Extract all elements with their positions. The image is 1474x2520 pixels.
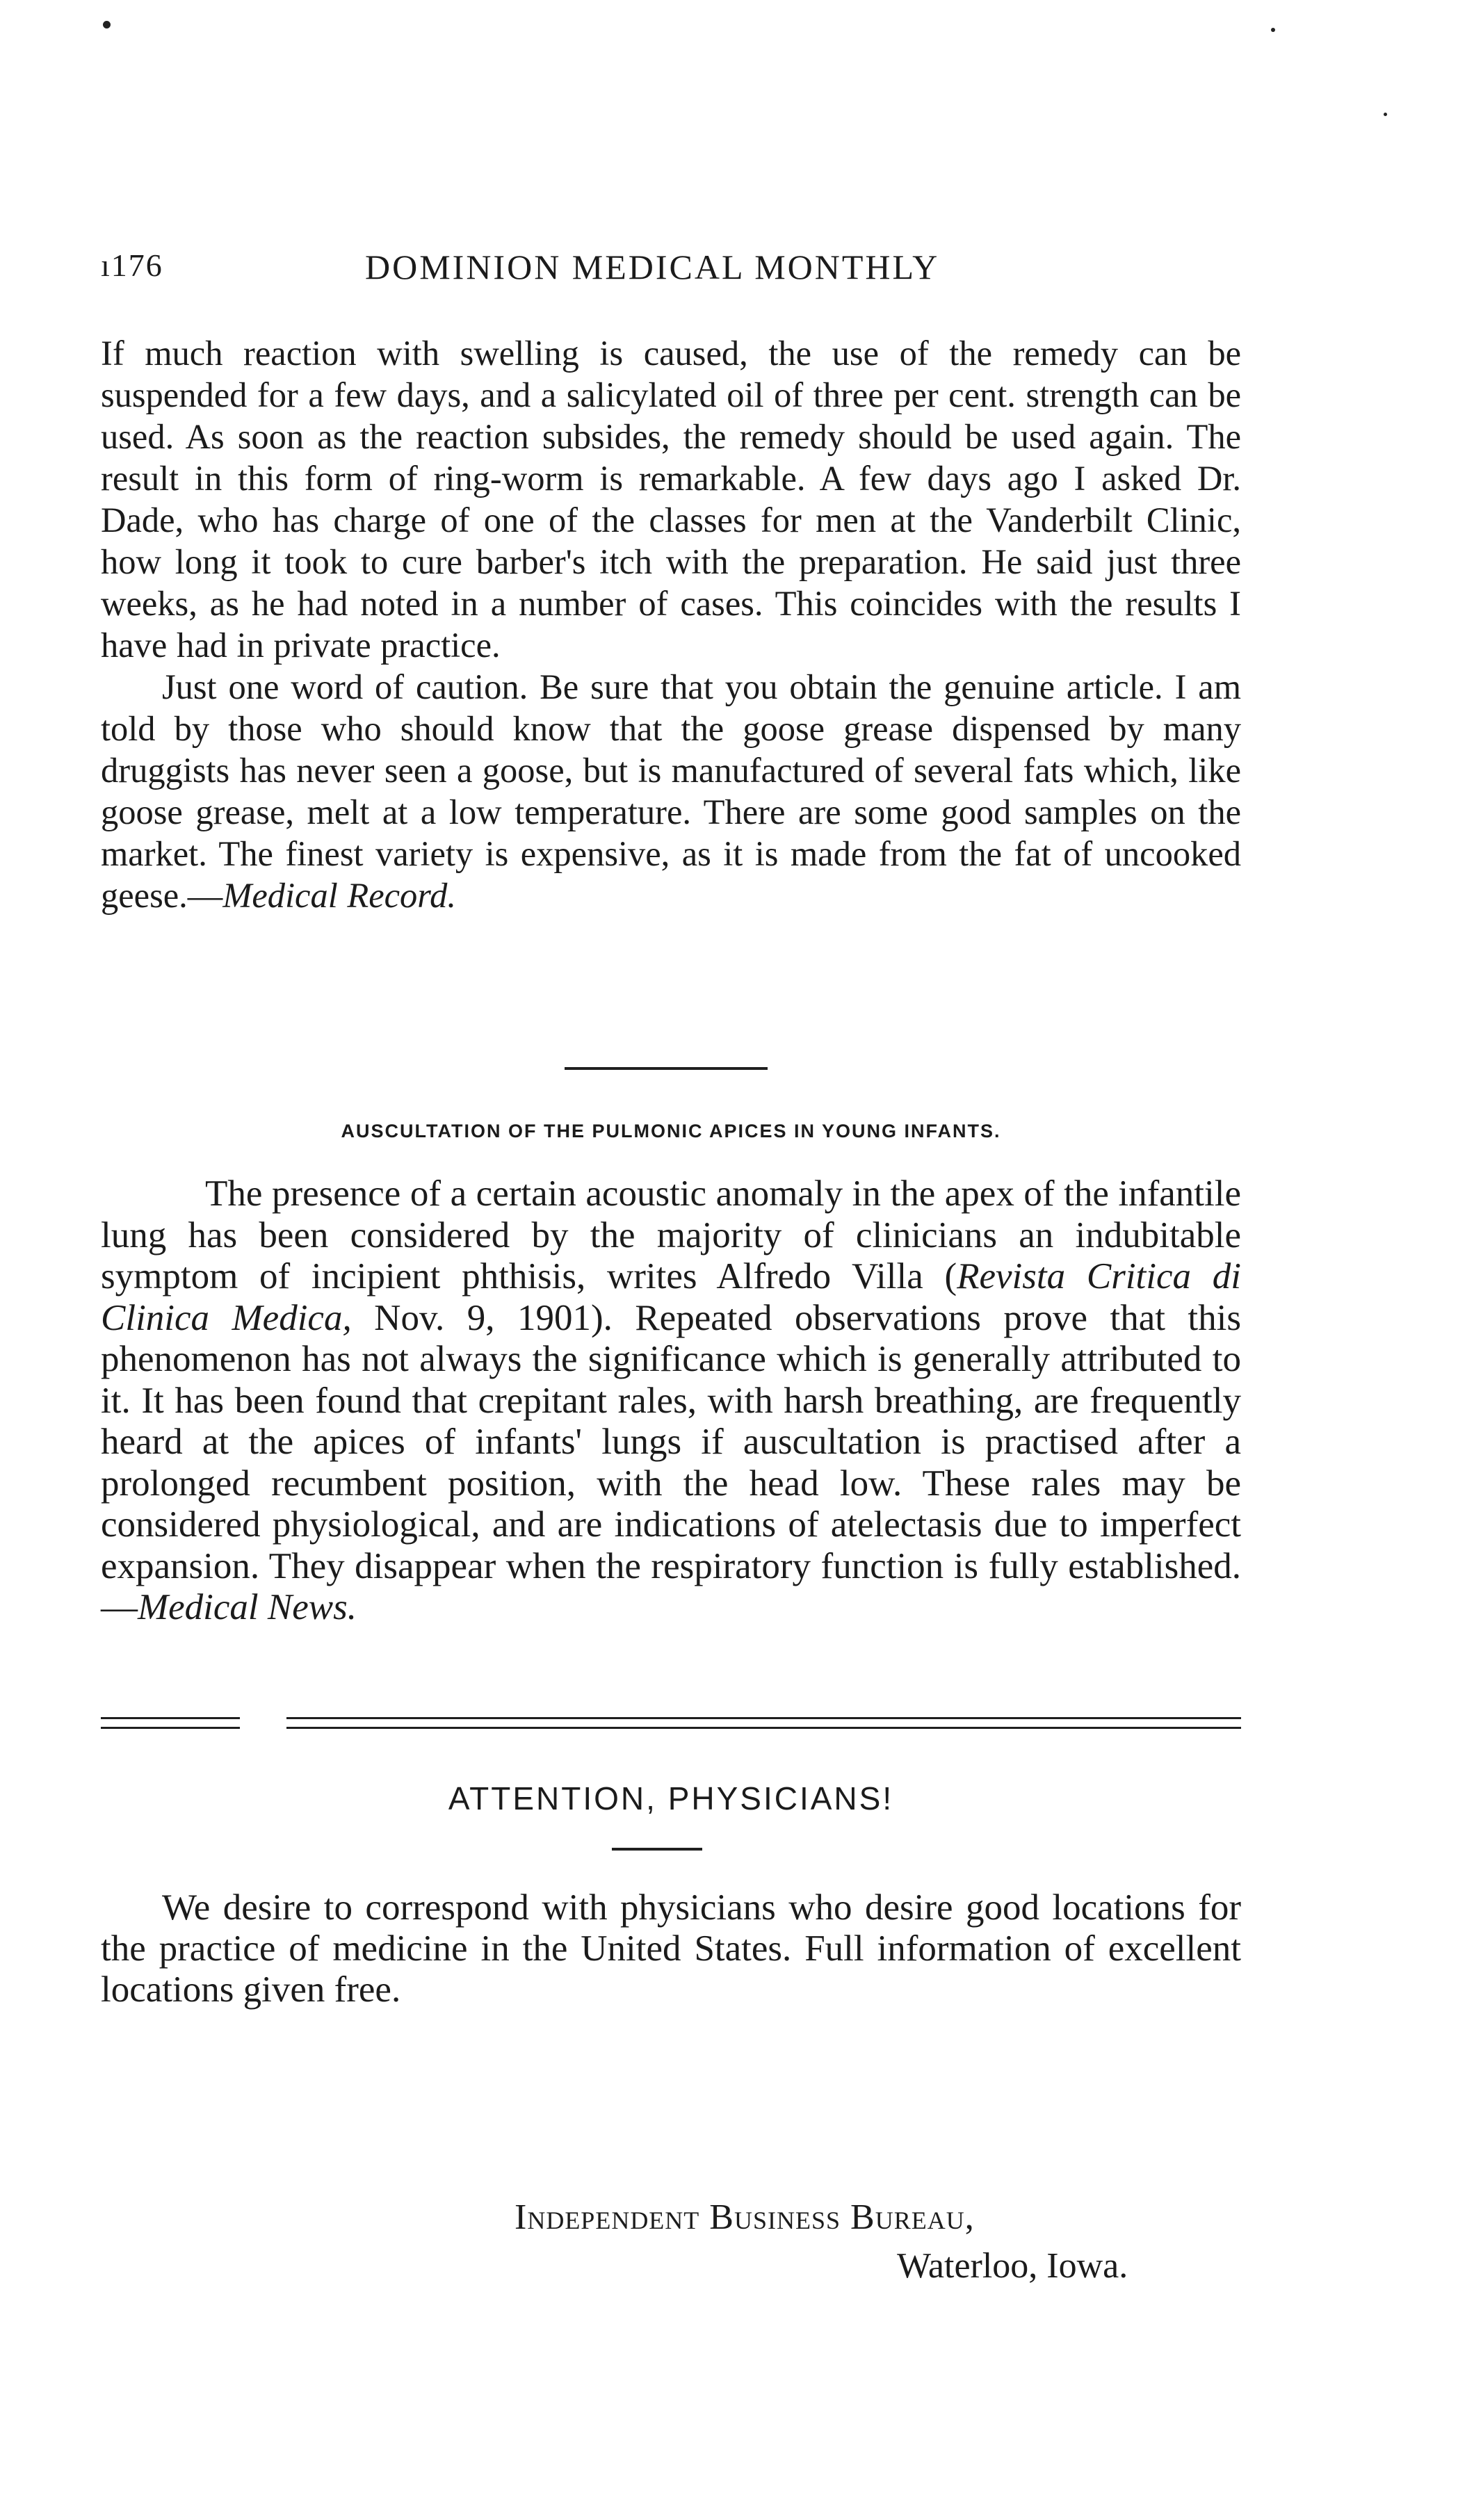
article-paragraph: Just one word of caution. Be sure that you obtain the genuine article. I am told by those who should know that the goose grease dispensed by many druggists has never seen a goose, but is manufactured of several fats which, like goose grease, melt at a low temperature. There are some good samples on the market. The finest variety is expensive, as it is made from the fat of uncooked geese.—Medical Record. (101, 667, 1241, 915)
paragraph-text: The presence of a certain acoustic anomaly in the apex of the infantile lung has been considered by the majority of clinicians an indubitable symptom of incipient phthisis, writes Alfredo Villa ( (101, 1173, 1241, 1296)
page-header (101, 247, 1241, 295)
paragraph-text: Nov. 9, 1901). Repeated observations prove that this phenomenon has not always the significance which is generally attributed to it. It has been found that crepitant rales, with harsh breathing, are frequently heard at the apices of infants' lungs if auscultation is practised after a prolonged recumbent position, with the head low. These rales may be considered physiological, and are indications of atelectasis due to imperfect expansion. They disappear when the respiratory function is fully established. (101, 1297, 1241, 1586)
double-rule-left (101, 1717, 240, 1719)
source-citation: Medical News. (138, 1587, 357, 1627)
notice-divider (612, 1848, 702, 1851)
notice-heading: ATTENTION, PHYSICIANS! (448, 1780, 894, 1816)
ink-speck (1271, 28, 1275, 32)
double-rule-right (286, 1717, 1241, 1719)
notice-body (101, 1887, 1241, 2010)
signature-place: Waterloo, Iowa. (897, 2246, 1128, 2286)
journal-citation: Revista Critica di Clinica Medica, (101, 1256, 1241, 1338)
signature-name: Independent Business Bureau, (515, 2197, 975, 2237)
section-divider (565, 1067, 768, 1070)
article-paragraph: The presence of a certain acoustic anomaly in the apex of the infantile lung has been considered by the majority of clinicians an indubitable symptom of incipient phthisis, writes Alfredo Villa (Revista Critica di Clinica Medica, Nov. 9, 1901). Repeated observations prove that this phenomenon has not always the significance which is generally attributed to it. It has been found that crepitant rales, with harsh breathing, are frequently heard at the apices of infants' lungs if auscultation is practised after a prolonged recumbent position, with the head low. These rales may be considered physiological, and are indications of atelectasis due to imperfect expansion. They disappear when the respiratory function is fully established.—Medical News. (101, 1173, 1241, 1627)
ink-speck (103, 21, 111, 29)
source-citation: Medical Record. (222, 876, 456, 915)
article-auscultation (101, 1173, 1241, 1629)
page-number: ı176 (101, 247, 163, 283)
double-rule-left (101, 1727, 240, 1729)
notice-paragraph: We desire to correspond with physicians who desire good locations for the practice of medicine in the United States. Full information of excellent locations given free. (101, 1887, 1241, 2010)
article-paragraph: If much reaction with swelling is caused, the use of the remedy can be suspended for a few days, and a salicylated oil of three per cent. strength can be used. As soon as the reaction subsides, the remedy should be used again. The result in this form of ring-worm is remarkable. A few days ago I asked Dr. Dade, who has charge of one of the classes for men at the Vanderbilt Clinic, how long it took to cure barber's itch with the preparation. He said just three weeks, as he had noted in a number of cases. This coincides with the results I have had in private practice. (101, 334, 1241, 665)
double-rule-right (286, 1727, 1241, 1729)
article-heading: AUSCULTATION OF THE PULMONIC APICES IN YOUNG INFANTS. (341, 1121, 1001, 1141)
article-ringworm-continued (101, 332, 1241, 916)
ink-speck (1384, 113, 1387, 116)
paragraph-text: Just one word of caution. Be sure that you obtain the genuine article. I am told by those who should know that the goose grease dispensed by many druggists has never seen a goose, but is manufactured of several fats which, like goose grease, melt at a low temperature. There are some good samples on the market. The finest variety is expensive, as it is made from the fat of uncooked geese. (101, 667, 1241, 915)
running-head: DOMINION MEDICAL MONTHLY (365, 247, 940, 286)
